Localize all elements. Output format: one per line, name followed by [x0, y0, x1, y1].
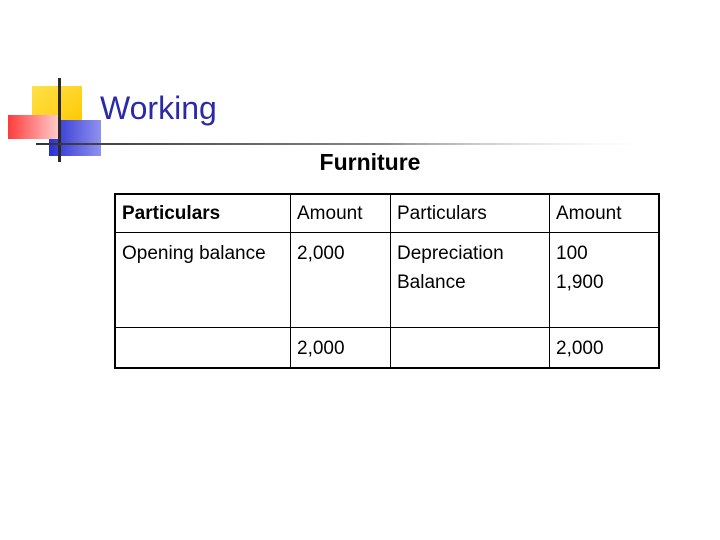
debit-total-cell: 2,000	[291, 328, 391, 369]
credit-total-label-cell	[391, 328, 550, 369]
credit-particular-depreciation: Depreciation	[397, 243, 504, 264]
ppt-cross-logo-icon	[0, 0, 720, 170]
ledger-total-row	[115, 328, 659, 369]
debit-amount-cell: 2,000	[291, 233, 391, 328]
credit-particular-balance: Balance	[397, 272, 466, 293]
credit-particulars-header: Particulars	[391, 194, 550, 233]
debit-total-label-cell	[115, 328, 291, 369]
ledger-header-row	[115, 194, 659, 233]
debit-particular-cell: Opening balance	[115, 233, 291, 328]
credit-particulars-cell	[391, 233, 550, 328]
credit-amount-depreciation: 100	[556, 243, 588, 264]
slide-title: Working	[100, 90, 217, 126]
debit-particulars-header: Particulars	[115, 194, 291, 233]
credit-total-cell: 2,000	[550, 328, 660, 369]
credit-amounts-cell	[550, 233, 660, 328]
credit-amount-header: Amount	[550, 194, 660, 233]
ledger-entry-row	[115, 233, 659, 328]
table-title: Furniture	[319, 149, 421, 175]
debit-amount-header: Amount	[291, 194, 391, 233]
credit-amount-balance: 1,900	[556, 272, 604, 293]
ledger-table	[114, 193, 660, 369]
